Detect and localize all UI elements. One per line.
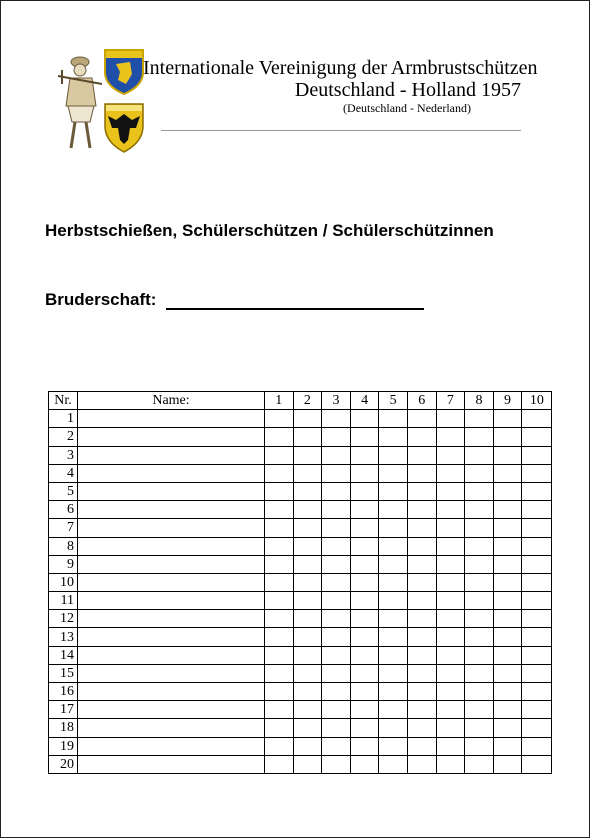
score-cell-7[interactable] [436,737,465,755]
score-cell-6[interactable] [407,501,436,519]
score-cell-2[interactable] [293,428,322,446]
score-cell-6[interactable] [407,719,436,737]
organization-subtitle: Deutschland - Holland 1957 [294,79,521,101]
score-cell-7[interactable] [436,410,465,428]
score-cell-10[interactable] [522,610,552,628]
name-cell[interactable] [78,555,265,573]
score-cell-10[interactable] [522,573,552,591]
score-cell-2[interactable] [293,701,322,719]
name-cell[interactable] [78,573,265,591]
name-cell[interactable] [78,464,265,482]
score-cell-7[interactable] [436,464,465,482]
score-cell-3[interactable] [322,501,351,519]
score-cell-3[interactable] [322,573,351,591]
score-cell-2[interactable] [293,755,322,773]
row-number: 6 [49,501,78,519]
score-cell-9[interactable] [493,646,522,664]
score-cell-4[interactable] [350,755,379,773]
score-cell-9[interactable] [493,683,522,701]
score-cell-8[interactable] [465,755,494,773]
name-cell[interactable] [78,719,265,737]
score-cell-9[interactable] [493,428,522,446]
score-cell-2[interactable] [293,646,322,664]
table-row [49,537,552,555]
row-number: 4 [49,464,78,482]
score-cell-3[interactable] [322,737,351,755]
score-cell-2[interactable] [293,446,322,464]
score-cell-4[interactable] [350,446,379,464]
table-row [49,701,552,719]
document-title: Herbstschießen, Schülerschützen / Schülerschützinnen [45,221,494,240]
score-cell-10[interactable] [522,555,552,573]
row-number: 19 [49,737,78,755]
score-cell-4[interactable] [350,701,379,719]
score-cell-6[interactable] [407,646,436,664]
name-cell[interactable] [78,701,265,719]
table-row [49,446,552,464]
score-cell-9[interactable] [493,573,522,591]
table-row [49,683,552,701]
score-cell-10[interactable] [522,646,552,664]
score-cell-3[interactable] [322,464,351,482]
brotherhood-fill-line[interactable] [166,290,424,310]
table-row [49,610,552,628]
table-row [49,428,552,446]
score-cell-9[interactable] [493,610,522,628]
score-cell-3[interactable] [322,664,351,682]
score-cell-6[interactable] [407,428,436,446]
row-number: 10 [49,573,78,591]
score-cell-1[interactable] [265,555,294,573]
row-number: 17 [49,701,78,719]
row-number: 12 [49,610,78,628]
score-cell-1[interactable] [265,446,294,464]
score-cell-8[interactable] [465,628,494,646]
name-cell[interactable] [78,446,265,464]
row-number: 11 [49,592,78,610]
score-cell-5[interactable] [379,683,408,701]
score-cell-10[interactable] [522,428,552,446]
score-cell-4[interactable] [350,737,379,755]
score-cell-3[interactable] [322,446,351,464]
brotherhood-field [45,290,424,310]
score-cell-1[interactable] [265,737,294,755]
column-header-shot-9: 9 [493,392,522,410]
score-cell-8[interactable] [465,573,494,591]
score-cell-6[interactable] [407,592,436,610]
score-cell-4[interactable] [350,646,379,664]
row-number: 3 [49,446,78,464]
column-header-shot-7: 7 [436,392,465,410]
table-row [49,646,552,664]
score-cell-7[interactable] [436,628,465,646]
score-cell-7[interactable] [436,719,465,737]
score-cell-5[interactable] [379,701,408,719]
score-cell-2[interactable] [293,628,322,646]
row-number: 9 [49,555,78,573]
score-cell-5[interactable] [379,501,408,519]
score-cell-6[interactable] [407,573,436,591]
score-cell-10[interactable] [522,719,552,737]
column-header-shot-5: 5 [379,392,408,410]
score-cell-3[interactable] [322,610,351,628]
header-divider [161,130,521,131]
score-cell-6[interactable] [407,446,436,464]
score-table [48,391,552,774]
score-cell-8[interactable] [465,464,494,482]
score-cell-1[interactable] [265,537,294,555]
score-cell-8[interactable] [465,683,494,701]
score-cell-1[interactable] [265,628,294,646]
name-cell[interactable] [78,664,265,682]
score-cell-4[interactable] [350,410,379,428]
score-cell-5[interactable] [379,755,408,773]
row-number: 8 [49,537,78,555]
score-cell-2[interactable] [293,573,322,591]
table-row [49,464,552,482]
score-cell-3[interactable] [322,482,351,500]
score-cell-9[interactable] [493,755,522,773]
score-cell-7[interactable] [436,537,465,555]
score-cell-8[interactable] [465,737,494,755]
score-cell-5[interactable] [379,628,408,646]
row-number: 16 [49,683,78,701]
score-cell-2[interactable] [293,482,322,500]
score-cell-4[interactable] [350,683,379,701]
score-cell-9[interactable] [493,737,522,755]
table-row [49,573,552,591]
score-cell-3[interactable] [322,683,351,701]
name-cell[interactable] [78,592,265,610]
score-cell-6[interactable] [407,464,436,482]
score-cell-7[interactable] [436,573,465,591]
score-cell-10[interactable] [522,519,552,537]
score-cell-10[interactable] [522,592,552,610]
score-cell-1[interactable] [265,683,294,701]
table-row [49,719,552,737]
score-cell-6[interactable] [407,537,436,555]
score-cell-10[interactable] [522,501,552,519]
score-cell-9[interactable] [493,719,522,737]
organization-name: Internationale Vereinigung der Armbrustschützen [143,57,538,79]
score-cell-5[interactable] [379,519,408,537]
score-cell-5[interactable] [379,482,408,500]
score-cell-10[interactable] [522,464,552,482]
name-cell[interactable] [78,428,265,446]
score-cell-5[interactable] [379,428,408,446]
score-cell-7[interactable] [436,646,465,664]
score-cell-8[interactable] [465,610,494,628]
score-cell-10[interactable] [522,755,552,773]
score-cell-7[interactable] [436,610,465,628]
score-cell-5[interactable] [379,555,408,573]
row-number: 20 [49,755,78,773]
score-cell-4[interactable] [350,464,379,482]
score-cell-4[interactable] [350,628,379,646]
score-cell-2[interactable] [293,610,322,628]
table-header-row [49,392,552,410]
table-row [49,628,552,646]
name-cell[interactable] [78,628,265,646]
score-cell-6[interactable] [407,628,436,646]
score-cell-8[interactable] [465,664,494,682]
score-cell-8[interactable] [465,537,494,555]
name-cell[interactable] [78,519,265,537]
score-cell-6[interactable] [407,755,436,773]
score-cell-1[interactable] [265,482,294,500]
name-cell[interactable] [78,501,265,519]
score-cell-4[interactable] [350,482,379,500]
crossbowman-logo-icon [50,44,145,156]
score-cell-10[interactable] [522,628,552,646]
column-header-shot-2: 2 [293,392,322,410]
score-cell-7[interactable] [436,755,465,773]
table-row [49,519,552,537]
row-number: 13 [49,628,78,646]
score-cell-4[interactable] [350,610,379,628]
score-cell-3[interactable] [322,719,351,737]
name-cell[interactable] [78,755,265,773]
table-row [49,482,552,500]
score-cell-8[interactable] [465,646,494,664]
score-cell-4[interactable] [350,664,379,682]
score-cell-1[interactable] [265,464,294,482]
name-cell[interactable] [78,737,265,755]
score-cell-5[interactable] [379,719,408,737]
score-cell-3[interactable] [322,755,351,773]
column-header-shot-1: 1 [265,392,294,410]
score-cell-9[interactable] [493,664,522,682]
score-cell-1[interactable] [265,573,294,591]
score-cell-9[interactable] [493,519,522,537]
organization-countries: (Deutschland - Nederland) [343,101,471,115]
table-row [49,501,552,519]
score-cell-9[interactable] [493,701,522,719]
score-cell-6[interactable] [407,610,436,628]
score-cell-8[interactable] [465,719,494,737]
score-cell-3[interactable] [322,519,351,537]
score-cell-7[interactable] [436,555,465,573]
score-cell-8[interactable] [465,592,494,610]
table-row [49,555,552,573]
score-cell-3[interactable] [322,537,351,555]
score-cell-4[interactable] [350,592,379,610]
score-cell-7[interactable] [436,446,465,464]
score-cell-3[interactable] [322,628,351,646]
score-cell-7[interactable] [436,701,465,719]
score-cell-6[interactable] [407,737,436,755]
score-cell-8[interactable] [465,410,494,428]
score-cell-8[interactable] [465,428,494,446]
row-number: 5 [49,482,78,500]
score-cell-2[interactable] [293,537,322,555]
score-cell-9[interactable] [493,555,522,573]
score-cell-1[interactable] [265,428,294,446]
row-number: 15 [49,664,78,682]
score-cell-8[interactable] [465,519,494,537]
column-header-shot-6: 6 [407,392,436,410]
score-cell-4[interactable] [350,501,379,519]
score-cell-6[interactable] [407,482,436,500]
score-cell-9[interactable] [493,410,522,428]
name-cell[interactable] [78,410,265,428]
score-cell-9[interactable] [493,446,522,464]
score-cell-8[interactable] [465,501,494,519]
score-cell-2[interactable] [293,410,322,428]
score-cell-9[interactable] [493,592,522,610]
brotherhood-label: Bruderschaft: [45,290,157,309]
score-cell-9[interactable] [493,537,522,555]
score-cell-9[interactable] [493,482,522,500]
score-cell-2[interactable] [293,464,322,482]
score-cell-1[interactable] [265,410,294,428]
score-cell-10[interactable] [522,664,552,682]
score-cell-5[interactable] [379,646,408,664]
name-cell[interactable] [78,683,265,701]
score-cell-3[interactable] [322,592,351,610]
score-cell-2[interactable] [293,555,322,573]
score-cell-2[interactable] [293,519,322,537]
table-row [49,410,552,428]
score-cell-1[interactable] [265,646,294,664]
score-cell-1[interactable] [265,592,294,610]
score-cell-5[interactable] [379,573,408,591]
score-cell-5[interactable] [379,592,408,610]
score-cell-2[interactable] [293,737,322,755]
name-cell[interactable] [78,610,265,628]
score-cell-4[interactable] [350,555,379,573]
score-cell-4[interactable] [350,428,379,446]
score-cell-10[interactable] [522,537,552,555]
score-cell-2[interactable] [293,501,322,519]
score-cell-5[interactable] [379,464,408,482]
score-cell-10[interactable] [522,446,552,464]
score-cell-8[interactable] [465,482,494,500]
score-cell-7[interactable] [436,519,465,537]
score-cell-2[interactable] [293,719,322,737]
row-number: 18 [49,719,78,737]
score-cell-10[interactable] [522,737,552,755]
score-cell-8[interactable] [465,446,494,464]
row-number: 2 [49,428,78,446]
score-cell-5[interactable] [379,664,408,682]
score-cell-5[interactable] [379,610,408,628]
score-cell-7[interactable] [436,592,465,610]
score-cell-5[interactable] [379,410,408,428]
score-cell-7[interactable] [436,683,465,701]
score-cell-1[interactable] [265,701,294,719]
column-header-nr: Nr. [49,392,78,410]
score-cell-6[interactable] [407,683,436,701]
score-cell-7[interactable] [436,501,465,519]
table-row [49,755,552,773]
score-cell-2[interactable] [293,592,322,610]
score-cell-4[interactable] [350,719,379,737]
score-cell-5[interactable] [379,737,408,755]
score-cell-10[interactable] [522,482,552,500]
score-cell-10[interactable] [522,410,552,428]
row-number: 14 [49,646,78,664]
column-header-shot-3: 3 [322,392,351,410]
score-cell-9[interactable] [493,501,522,519]
table-row [49,664,552,682]
score-cell-1[interactable] [265,719,294,737]
score-cell-5[interactable] [379,446,408,464]
score-cell-1[interactable] [265,501,294,519]
score-cell-6[interactable] [407,555,436,573]
score-cell-5[interactable] [379,537,408,555]
score-cell-3[interactable] [322,555,351,573]
column-header-shot-4: 4 [350,392,379,410]
name-cell[interactable] [78,482,265,500]
score-cell-10[interactable] [522,701,552,719]
table-row [49,592,552,610]
column-header-shot-10: 10 [522,392,552,410]
row-number: 1 [49,410,78,428]
score-cell-1[interactable] [265,610,294,628]
score-cell-10[interactable] [522,683,552,701]
score-cell-7[interactable] [436,664,465,682]
score-cell-2[interactable] [293,664,322,682]
score-cell-4[interactable] [350,573,379,591]
score-cell-6[interactable] [407,664,436,682]
score-cell-3[interactable] [322,646,351,664]
score-cell-4[interactable] [350,519,379,537]
score-cell-8[interactable] [465,701,494,719]
score-cell-6[interactable] [407,701,436,719]
score-cell-3[interactable] [322,701,351,719]
score-cell-8[interactable] [465,555,494,573]
score-cell-6[interactable] [407,519,436,537]
score-cell-2[interactable] [293,683,322,701]
score-cell-3[interactable] [322,428,351,446]
score-cell-9[interactable] [493,628,522,646]
score-cell-1[interactable] [265,664,294,682]
score-cell-7[interactable] [436,428,465,446]
column-header-shot-8: 8 [465,392,494,410]
score-cell-3[interactable] [322,410,351,428]
organization-header [143,57,538,115]
score-cell-4[interactable] [350,537,379,555]
score-cell-9[interactable] [493,464,522,482]
score-cell-1[interactable] [265,519,294,537]
table-row [49,737,552,755]
row-number: 7 [49,519,78,537]
score-cell-1[interactable] [265,755,294,773]
name-cell[interactable] [78,646,265,664]
column-header-name: Name: [78,392,265,410]
score-cell-7[interactable] [436,482,465,500]
score-cell-6[interactable] [407,410,436,428]
name-cell[interactable] [78,537,265,555]
